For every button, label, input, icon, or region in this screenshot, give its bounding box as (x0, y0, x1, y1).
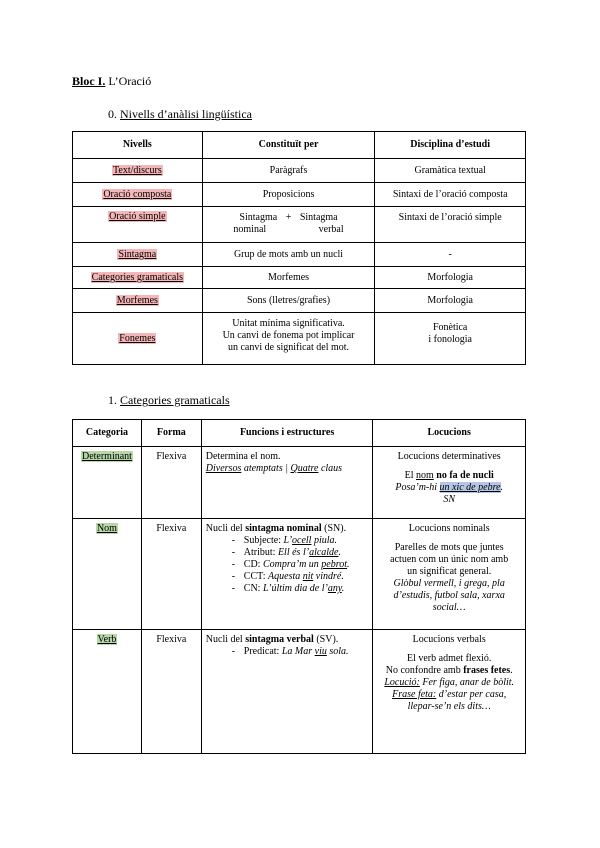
functions-cell (201, 447, 373, 519)
locution-example: Glòbul vermell, i grega, pla (393, 578, 505, 589)
constituted-cell: Proposicions (202, 183, 375, 207)
locutions-cell (373, 519, 526, 630)
locution-line: El verb admet flexió. (406, 653, 492, 664)
title-bold: Bloc I. (72, 74, 106, 88)
table-row (73, 630, 526, 754)
constituted-cell: Grup de mots amb un nucli (202, 243, 375, 267)
header-constituted: Constituït per (202, 132, 375, 159)
locution-title: Locucions verbals (412, 634, 486, 645)
list-item: - CN: L’últim dia de l’any. (206, 583, 369, 595)
constituted-cell: Sons (lletres/grafies) (202, 289, 375, 313)
header-locutions: Locucions (373, 420, 526, 447)
level-cell: Text/discurs (112, 164, 162, 176)
level-cell: Categories gramaticals (91, 271, 184, 283)
category-cell: Determinant (81, 451, 132, 462)
header-functions: Funcions i estructures (201, 420, 373, 447)
discipline-cell: Morfologia (375, 289, 526, 313)
section-1-text: Categories gramaticals (120, 393, 230, 407)
discipline-cell: - (375, 243, 526, 267)
form-cell: Flexiva (141, 447, 201, 519)
list-item: - Subjecte: L’ocell piula. (206, 535, 369, 547)
category-cell: Verb (97, 634, 117, 645)
locution-example: social… (432, 602, 466, 613)
level-cell: Sintagma (118, 248, 157, 260)
locution-line: actuen com un únic nom amb (390, 554, 509, 565)
constituted-line: Un canvi de fonema pot implicar (222, 330, 355, 341)
title-rest: L’Oració (105, 74, 152, 88)
locution-line: No confondre amb frases fetes. (385, 665, 513, 676)
list-item: - Predicat: La Mar viu sola. (206, 646, 369, 658)
discipline-cell: Gramàtica textual (375, 159, 526, 183)
header-category: Categoria (73, 420, 142, 447)
table-row (73, 447, 526, 519)
list-item: - Atribut: Ell és l’alcalde. (206, 547, 369, 559)
page-title (72, 74, 151, 89)
table-header-row (73, 420, 526, 447)
locution-example: d’estudis, futbol sala, xarxa (393, 590, 505, 601)
discipline-cell: Morfologia (375, 267, 526, 289)
functions-cell (201, 519, 373, 630)
table-row (73, 519, 526, 630)
locutions-cell (373, 447, 526, 519)
section-1-number: 1. (108, 393, 120, 407)
constituted-line: Unitat mínima significativa. (232, 318, 345, 329)
categories-table (72, 419, 526, 754)
section-0-number: 0. (108, 107, 120, 121)
discipline-line: Fonètica (432, 322, 468, 333)
table-row (73, 207, 526, 243)
locution-example: Frase feta: d’estar per casa, (392, 689, 507, 700)
discipline-cell: Sintaxi de l’oració composta (375, 183, 526, 207)
levels-table (72, 131, 526, 365)
locution-example: Locució: Fer figa, anar de bòlit. (384, 677, 515, 688)
discipline-cell: Sintaxi de l’oració simple (375, 207, 526, 243)
constituted-cell (202, 207, 375, 243)
level-cell: Fonemes (119, 332, 156, 344)
constituted-cell: Paràgrafs (202, 159, 375, 183)
section-0-title (108, 107, 252, 122)
list-item: - CCT: Aquesta nit vindré. (206, 571, 369, 583)
locution-line: Parelles de mots que juntes (394, 542, 504, 553)
table-row (73, 289, 526, 313)
locution-title: Locucions nominals (408, 523, 490, 534)
functions-cell (201, 630, 373, 754)
section-1-title (108, 393, 230, 408)
function-line: Nucli del sintagma verbal (SV). (205, 634, 339, 645)
constituted-line: Sintagma + Sintagma (239, 212, 338, 223)
locutions-cell (373, 630, 526, 754)
locution-title: Locucions determinatives (397, 451, 501, 462)
level-cell: Oració composta (103, 188, 172, 200)
constituted-cell: Morfemes (202, 267, 375, 289)
form-cell: Flexiva (141, 519, 201, 630)
locution-example: Posa’m-hi un xic de pebre. (395, 482, 504, 493)
functions-list (206, 535, 369, 595)
table-header-row (73, 132, 526, 159)
list-item: - CD: Compra’m un pebrot. (206, 559, 369, 571)
header-levels: Nivells (73, 132, 203, 159)
header-discipline: Disciplina d’estudi (375, 132, 526, 159)
table-row (73, 267, 526, 289)
level-cell: Oració simple (109, 211, 166, 222)
table-row (73, 159, 526, 183)
table-row (73, 183, 526, 207)
locution-example: llepar-se’n els dits… (407, 701, 491, 712)
header-form: Forma (141, 420, 201, 447)
section-0-text: Nivells d’anàlisi lingüística (120, 107, 252, 121)
locution-tag: SN (443, 494, 456, 505)
table-row (73, 313, 526, 365)
level-cell: Morfemes (116, 294, 158, 306)
functions-list (206, 646, 369, 658)
function-line: Nucli del sintagma nominal (SN). (205, 523, 347, 534)
constituted-line: un canvi de significat del mot. (227, 342, 350, 353)
locution-line: un significat general. (407, 566, 492, 577)
constituted-line: nominal verbal (233, 224, 344, 235)
form-cell: Flexiva (141, 630, 201, 754)
constituted-cell (202, 313, 375, 365)
locution-line: El nom no fa de nucli (404, 470, 494, 481)
discipline-line: i fonologia (428, 334, 472, 345)
table-row (73, 243, 526, 267)
discipline-cell (375, 313, 526, 365)
category-cell: Nom (96, 523, 117, 534)
function-line: Determina el nom. (205, 451, 281, 462)
function-example: Diversos atemptats | Quatre claus (205, 463, 343, 474)
